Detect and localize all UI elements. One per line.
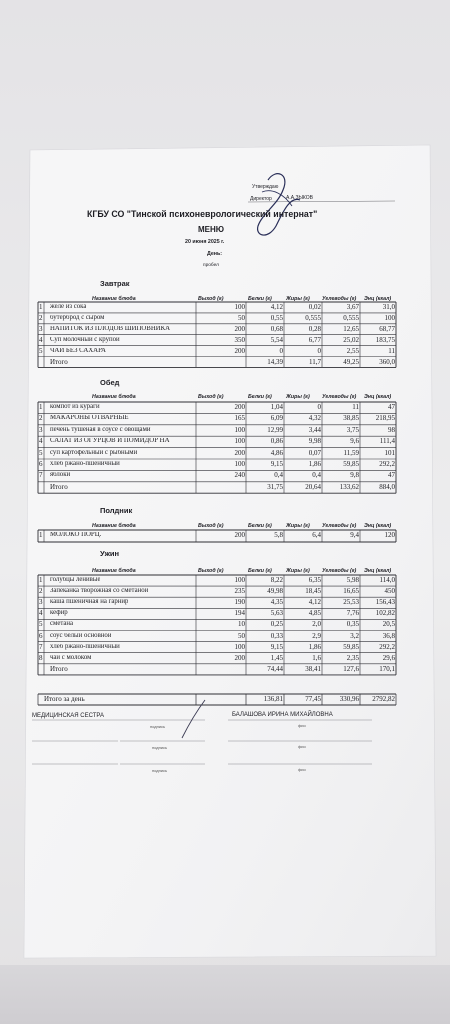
dish-fat: 0,555 (305, 313, 321, 322)
dish-name: бутерброд с сыром (50, 314, 105, 321)
dish-fat: 6,77 (308, 335, 321, 344)
dish-fat: 0,28 (308, 324, 321, 333)
fio-caption: фио (298, 767, 306, 772)
dish-output: 100 (234, 303, 245, 311)
row-number: 1 (39, 576, 43, 584)
dish-energy: 218,95 (375, 414, 395, 423)
dish-name: суп картофельный с рыбными (50, 449, 138, 456)
section-title-snack: Полдник (100, 506, 133, 515)
total-fat: 11,7 (309, 357, 321, 366)
row-number: 6 (39, 631, 43, 640)
dish-output: 200 (234, 531, 245, 539)
dish-energy: 11 (388, 346, 395, 355)
dish-fat: 2,0 (312, 620, 321, 629)
dish-fat: 6,4 (312, 531, 321, 539)
dish-fat: 4,32 (308, 414, 321, 423)
dish-protein: 12,99 (267, 425, 283, 434)
row-number: 8 (39, 653, 43, 662)
col-header-name: Название блюда (92, 296, 136, 302)
dish-fat: 0,07 (308, 448, 321, 457)
dish-carbs: 16,65 (343, 587, 359, 596)
dish-protein: 0,68 (270, 324, 283, 333)
dish-output: 100 (234, 437, 245, 446)
section-title-breakfast: Завтрак (100, 279, 130, 288)
dish-energy: 183,75 (375, 335, 395, 344)
dish-name: МОЛОКО ПОРЦ. (50, 532, 102, 538)
total-carbs: 133,62 (339, 482, 359, 491)
dish-energy: 47 (388, 471, 395, 480)
col-header-out: Выход (г) (198, 296, 224, 302)
dish-protein: 4,35 (270, 598, 283, 607)
col-header-name: Название блюда (92, 568, 136, 574)
dish-name: хлеб ржано-пшеничный (50, 643, 120, 650)
day-total-energy: 2792,82 (372, 695, 395, 703)
dish-energy: 98 (388, 425, 395, 434)
row-number: 1 (39, 403, 43, 411)
total-label: Итого (50, 482, 68, 491)
dish-name: голубцы ленивые (50, 577, 101, 583)
nurse-name: БАЛАШОВА ИРИНА МИХАЙЛОВНА (232, 712, 333, 718)
dish-carbs: 3,75 (346, 425, 359, 434)
row-number: 4 (39, 437, 43, 446)
col-header-protein: Белки (г) (248, 568, 272, 574)
col-header-energy: Энц (ккал) (364, 296, 392, 302)
dish-energy: 120 (384, 531, 395, 539)
dish-fat: 0 (317, 346, 321, 355)
day-total-label: Итого за день (44, 695, 85, 703)
day-value: пробел (203, 263, 219, 268)
dish-protein: 8,22 (270, 576, 283, 584)
col-header-fat: Жиры (г) (286, 296, 310, 302)
col-header-out: Выход (г) (198, 568, 224, 574)
total-energy: 360,0 (379, 357, 395, 366)
col-header-energy: Энц (ккал) (364, 523, 392, 529)
col-header-out: Выход (г) (198, 394, 224, 400)
row-number: 3 (39, 425, 43, 434)
dish-output: 10 (238, 620, 245, 629)
total-label: Итого (50, 664, 68, 673)
dish-energy: 292,2 (379, 642, 395, 651)
dish-carbs: 3,2 (350, 631, 359, 640)
dish-energy: 450 (384, 587, 395, 596)
total-carbs: 49,25 (343, 357, 359, 366)
dish-energy: 68,77 (379, 324, 395, 333)
dish-output: 190 (234, 598, 245, 607)
row-number: 7 (39, 642, 43, 651)
organization-name: КГБУ СО "Тинской психоневрологический интернат" (87, 209, 318, 219)
dish-output: 194 (234, 609, 245, 618)
dish-output: 200 (234, 324, 245, 333)
dish-protein: 1,04 (270, 403, 283, 411)
col-header-protein: Белки (г) (248, 296, 272, 302)
row-number: 4 (39, 335, 43, 344)
dish-output: 200 (234, 346, 245, 355)
dish-output: 350 (234, 335, 245, 344)
director-label: Директор (250, 196, 272, 202)
dish-output: 50 (238, 631, 245, 640)
dish-name: кефир (50, 610, 68, 617)
dish-carbs: 9,8 (350, 471, 359, 480)
dish-carbs: 59,85 (343, 642, 359, 651)
dish-carbs: 3,67 (346, 303, 359, 311)
dish-name: Суп молочный с крупой (50, 336, 120, 343)
dish-carbs: 2,35 (346, 653, 359, 662)
dish-output: 200 (234, 403, 245, 411)
total-carbs: 127,6 (343, 664, 359, 673)
dish-energy: 102,82 (375, 609, 395, 618)
dish-energy: 29,6 (382, 653, 395, 662)
dish-fat: 1,86 (308, 642, 321, 651)
dish-carbs: 12,65 (343, 324, 359, 333)
dish-output: 100 (234, 425, 245, 434)
row-number: 7 (39, 471, 43, 480)
dish-name: чай с молоком (50, 654, 92, 661)
dish-protein: 0 (279, 346, 283, 355)
dish-carbs: 7,76 (346, 609, 359, 618)
fio-caption: фио (298, 744, 306, 749)
dish-protein: 0,86 (270, 437, 283, 446)
row-number: 5 (39, 346, 43, 355)
director-name: А.А.ЗЫКОВ (286, 195, 313, 201)
dish-energy: 100 (384, 313, 395, 322)
dish-protein: 4,86 (270, 448, 283, 457)
col-header-protein: Белки (г) (248, 523, 272, 529)
row-number: 5 (39, 448, 43, 457)
total-label: Итого (50, 357, 68, 366)
dish-output: 100 (234, 460, 245, 468)
row-number: 3 (39, 598, 43, 607)
dish-protein: 0,4 (274, 471, 283, 480)
dish-fat: 4,12 (308, 598, 321, 607)
section-title-dinner: Ужин (100, 549, 120, 558)
dish-fat: 6,35 (308, 576, 321, 584)
dish-fat: 9,98 (308, 437, 321, 446)
col-header-out: Выход (г) (198, 523, 224, 529)
total-fat: 38,41 (305, 664, 321, 673)
day-label: День: (207, 251, 223, 257)
dish-carbs: 38,85 (343, 414, 359, 423)
dish-carbs: 5,98 (346, 576, 359, 584)
total-protein: 74,44 (267, 664, 283, 673)
dish-fat: 2,9 (312, 631, 321, 640)
dish-energy: 114,0 (379, 576, 395, 584)
dish-name: Запеканка творожная со сметаной (50, 588, 149, 595)
dish-protein: 0,55 (270, 313, 283, 322)
total-protein: 14,39 (267, 357, 283, 366)
dish-fat: 0,02 (308, 303, 321, 311)
dish-name: НАПИТОК ИЗ ПЛОДОВ ШИПОВНИКА (50, 325, 171, 332)
dish-carbs: 9,6 (350, 437, 359, 446)
col-header-energy: Энц (ккал) (364, 568, 392, 574)
dish-output: 165 (234, 414, 245, 423)
row-number: 1 (39, 303, 43, 311)
dish-name: хлеб ржано-пшеничный (50, 461, 120, 467)
dish-name: яблоки (50, 472, 71, 479)
dish-name: соус белый основной (50, 632, 112, 639)
dish-energy: 111,4 (379, 437, 395, 446)
col-header-fat: Жиры (г) (286, 394, 310, 400)
sign-caption: подпись (152, 745, 168, 750)
dish-protein: 0,33 (270, 631, 283, 640)
dish-protein: 6,09 (270, 414, 283, 423)
dish-output: 100 (234, 642, 245, 651)
day-total-carbs: 330,96 (339, 695, 359, 703)
dish-name: сметана (50, 621, 74, 628)
row-number: 6 (39, 460, 43, 468)
dish-protein: 1,45 (270, 653, 283, 662)
dish-carbs: 59,85 (343, 460, 359, 468)
dish-name: каша пшеничная на гарнир (50, 599, 129, 606)
row-number: 1 (39, 531, 43, 539)
dish-fat: 18,45 (305, 587, 321, 596)
col-header-energy: Энц (ккал) (364, 394, 392, 400)
dish-name: ЧАЙ БЕЗ САХАРА (50, 347, 106, 354)
dish-fat: 4,85 (308, 609, 321, 618)
dish-protein: 4,12 (270, 303, 283, 311)
nurse-title: МЕДИЦИНСКАЯ СЕСТРА (32, 713, 105, 719)
dish-carbs: 25,02 (343, 335, 359, 344)
dish-protein: 5,54 (270, 335, 283, 344)
row-number: 4 (39, 609, 43, 618)
row-number: 5 (39, 620, 43, 629)
total-energy: 170,1 (379, 664, 395, 673)
dish-energy: 101 (384, 448, 395, 457)
dish-carbs: 2,55 (346, 346, 359, 355)
row-number: 2 (39, 587, 43, 596)
dish-protein: 5,8 (274, 531, 283, 539)
dish-carbs: 0,555 (343, 313, 359, 322)
col-header-fat: Жиры (г) (286, 568, 310, 574)
fio-caption: фио (298, 723, 306, 728)
dish-energy: 20,5 (382, 620, 395, 629)
col-header-name: Название блюда (92, 523, 136, 529)
dish-energy: 292,2 (379, 460, 395, 468)
row-number: 3 (39, 324, 43, 333)
dish-name: компот из кураги (50, 404, 100, 410)
dish-protein: 49,98 (267, 587, 283, 596)
dish-energy: 31,0 (382, 303, 395, 311)
total-energy: 884,0 (379, 482, 395, 491)
day-total-protein: 136,81 (263, 695, 283, 703)
dish-name: МАКАРОНЫ ОТВАРНЫЕ (50, 415, 129, 422)
sign-caption: подпись (150, 724, 166, 729)
dish-output: 235 (234, 587, 245, 596)
col-header-carbs: Углеводы (г) (322, 394, 357, 400)
row-number: 2 (39, 414, 43, 423)
total-fat: 20,64 (305, 482, 321, 491)
dish-name: печень тушеная в соусе с овощами (50, 426, 151, 433)
dish-energy: 156,43 (375, 598, 395, 607)
row-number: 2 (39, 313, 43, 322)
menu-title: МЕНЮ (198, 225, 225, 234)
dish-output: 240 (234, 471, 245, 480)
dish-carbs: 0,35 (346, 620, 359, 629)
dish-energy: 47 (388, 403, 395, 411)
dish-energy: 36,8 (382, 631, 395, 640)
col-header-carbs: Углеводы (г) (322, 523, 357, 529)
dish-carbs: 11,59 (343, 448, 359, 457)
col-header-carbs: Углеводы (г) (322, 568, 357, 574)
total-protein: 31,75 (267, 482, 283, 491)
dish-protein: 9,15 (270, 642, 283, 651)
dish-fat: 0 (317, 403, 321, 411)
dish-name: САЛАТ ИЗ ОГУРЦОВ И ПОМИДОР НА (50, 438, 170, 445)
dish-carbs: 25,53 (343, 598, 359, 607)
dish-fat: 3,44 (308, 425, 321, 434)
dish-output: 100 (234, 576, 245, 584)
dish-protein: 0,25 (270, 620, 283, 629)
col-header-protein: Белки (г) (248, 394, 272, 400)
dish-fat: 0,4 (312, 471, 321, 480)
dish-output: 50 (238, 313, 245, 322)
dish-output: 200 (234, 448, 245, 457)
col-header-name: Название блюда (92, 394, 136, 400)
menu-date: 20 июня 2025 г. (185, 239, 225, 245)
dish-name: желе из сока (50, 304, 87, 310)
sign-caption: подпись (152, 768, 168, 773)
day-total-fat: 77,45 (305, 695, 321, 703)
dish-fat: 1,86 (308, 460, 321, 468)
dish-output: 200 (234, 653, 245, 662)
dish-protein: 5,63 (270, 609, 283, 618)
dish-fat: 1,6 (312, 653, 321, 662)
col-header-fat: Жиры (г) (286, 523, 310, 529)
col-header-carbs: Углеводы (г) (322, 296, 357, 302)
dish-carbs: 9,4 (350, 531, 359, 539)
section-title-lunch: Обед (100, 378, 120, 387)
approval-label: Утверждаю (252, 184, 279, 190)
dish-carbs: 11 (352, 403, 359, 411)
dish-protein: 9,15 (270, 460, 283, 468)
